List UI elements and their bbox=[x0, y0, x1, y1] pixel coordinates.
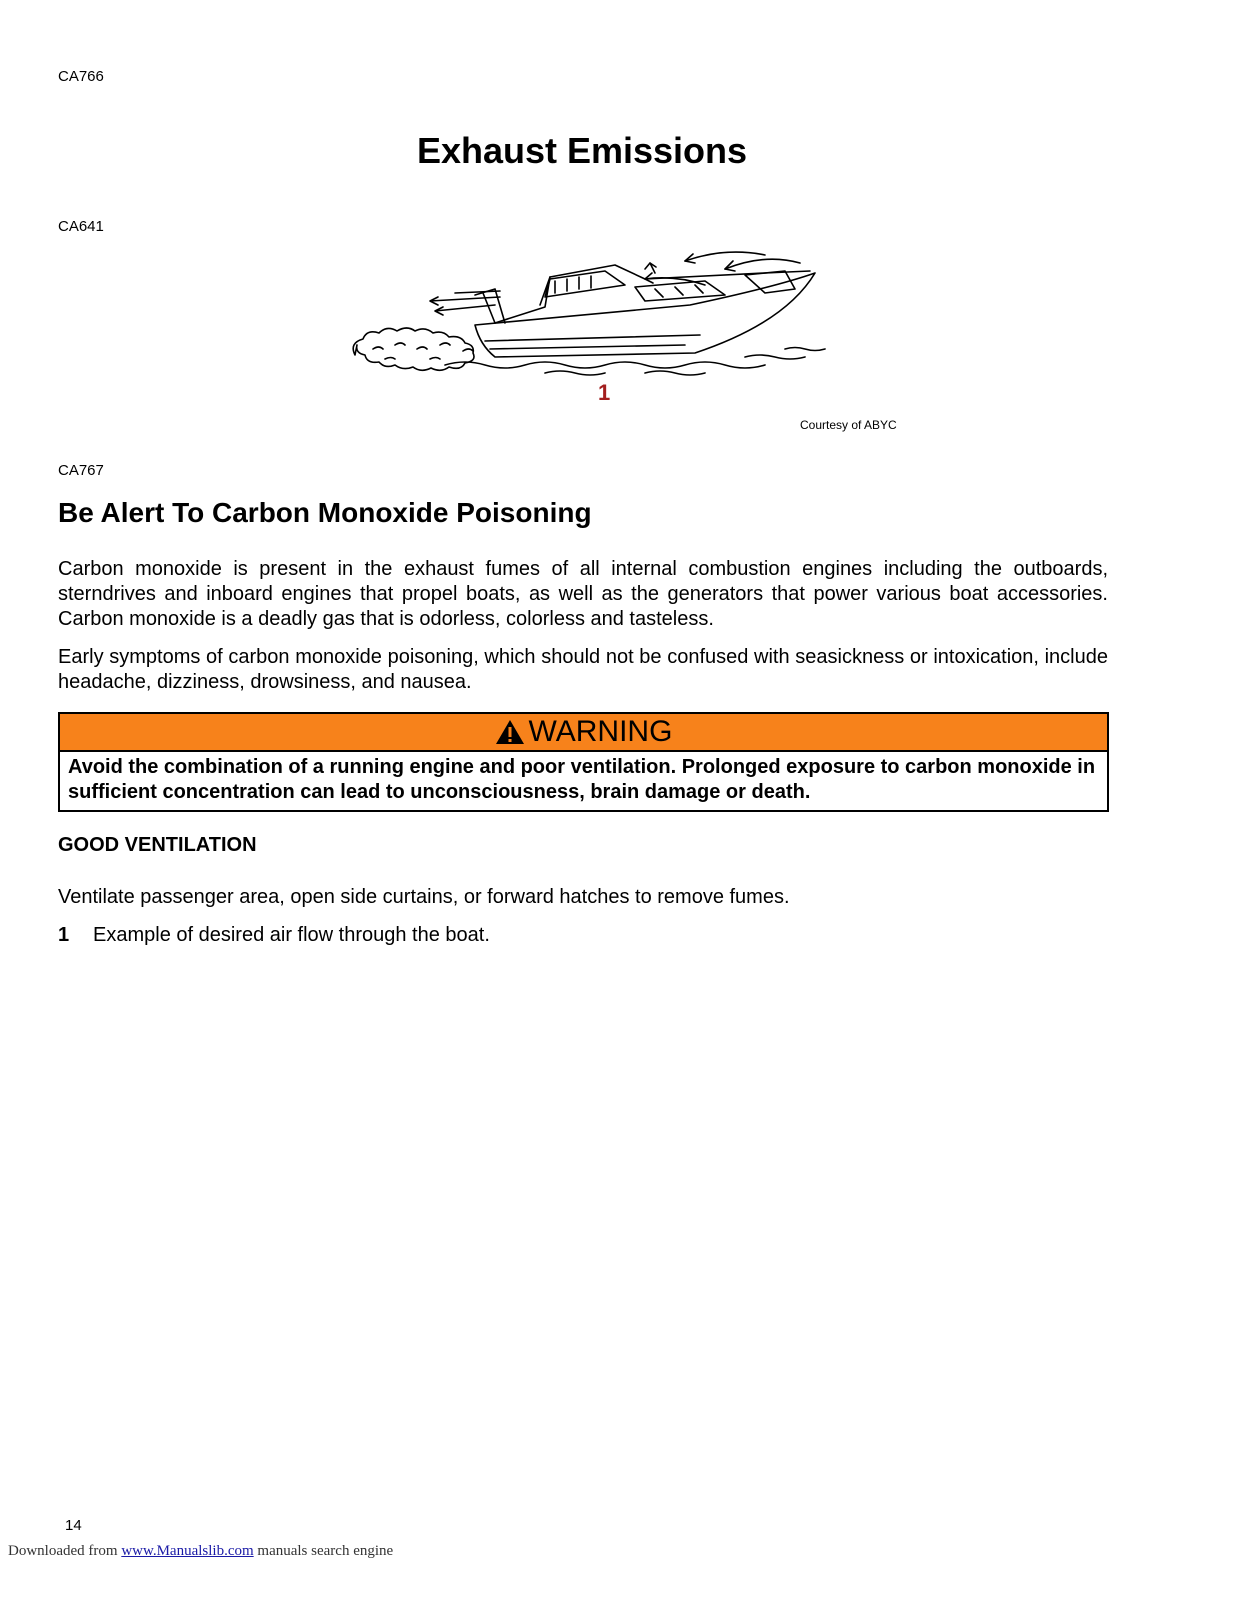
legend-text: Example of desired air flow through the boat. bbox=[93, 924, 490, 946]
warning-text: Avoid the combination of a running engine and poor ventilation. Prolonged exposure to carbon monoxide in sufficient concentration can lead to unconsciousness, brain damage or death. bbox=[68, 756, 1096, 803]
doc-code-section: CA767 bbox=[58, 462, 104, 479]
paragraph-co-symptoms: Early symptoms of carbon monoxide poisoning, which should not be confused with seasickness or intoxication, include headache, dizziness, drowsiness, and nausea. bbox=[58, 646, 1108, 693]
footer-suffix: manuals search engine bbox=[253, 1543, 394, 1559]
exhaust-smoke bbox=[353, 328, 474, 370]
subheading-good-ventilation: GOOD VENTILATION bbox=[58, 834, 257, 856]
doc-code-top: CA766 bbox=[58, 68, 104, 85]
warning-triangle-icon bbox=[495, 719, 525, 745]
airflow-arrow bbox=[725, 259, 800, 269]
paragraph-ventilation: Ventilate passenger area, open side curtains, or forward hatches to remove fumes. bbox=[58, 886, 790, 908]
page-number: 14 bbox=[65, 1517, 82, 1534]
boat-ventilation-illustration bbox=[345, 245, 845, 390]
paragraph-co-description: Carbon monoxide is present in the exhaust fumes of all internal combustion engines including the outboards, sterndrives and inboard engines that propel boats, as well as the generators that power various boat accessories. Carbon monoxide is a deadly gas that is odorless, colorless and tasteless. bbox=[58, 558, 1108, 630]
figure-credit: Courtesy of ABYC bbox=[800, 418, 897, 432]
page-title: Exhaust Emissions bbox=[416, 130, 748, 171]
doc-code-figure: CA641 bbox=[58, 218, 104, 235]
warning-header bbox=[60, 714, 1107, 752]
section-heading: Be Alert To Carbon Monoxide Poisoning bbox=[58, 497, 592, 528]
figure-callout: 1 bbox=[598, 380, 611, 405]
warning-box bbox=[58, 712, 1109, 812]
airflow-arrow bbox=[430, 297, 500, 305]
download-footer bbox=[8, 1543, 393, 1560]
airflow-arrow bbox=[685, 252, 765, 261]
legend-number: 1 bbox=[58, 924, 70, 946]
warning-label: WARNING bbox=[528, 715, 673, 748]
footer-prefix: Downloaded from bbox=[8, 1543, 122, 1559]
water-waves bbox=[445, 362, 765, 368]
manualslib-link[interactable]: www.Manualslib.com bbox=[121, 1543, 254, 1559]
